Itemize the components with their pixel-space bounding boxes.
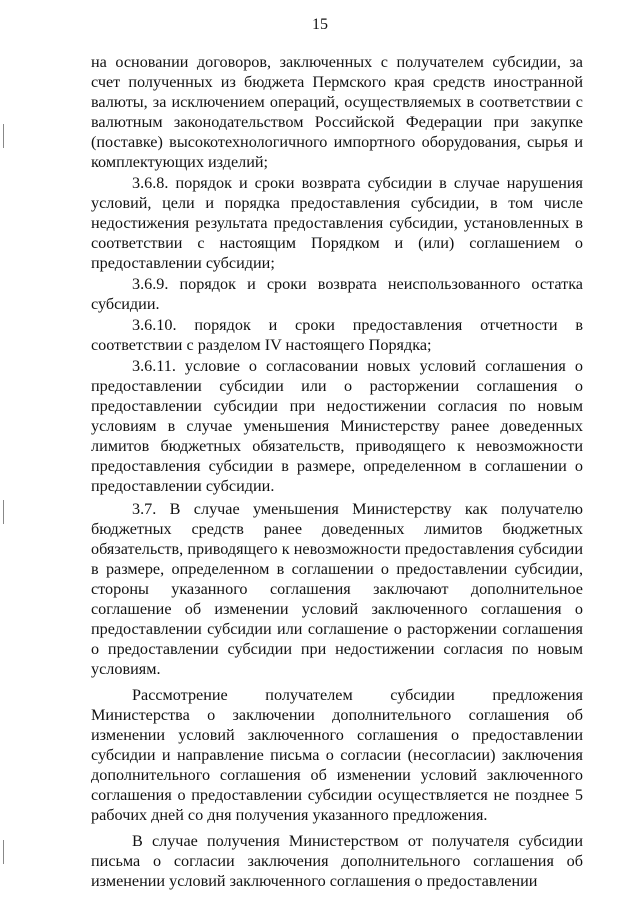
paragraph-3-6-11: 3.6.11. условие о согласовании новых условий соглашения о предоставлении субсидии или о расторжении соглашения о предоставлении субсидии при недостижении согласия по новым условиям в случае уменьшения Министерству ранее доведенных лимитов бюджетных обязательств, приводящего к невозможности предоставления субсидии в размере, определенном в соглашении о предоставлении субсидии. [91,357,583,495]
paragraph-3-6-8: 3.6.8. порядок и сроки возврата субсидии в случае нарушения условий, цели и порядка предоставления субсидии, в том числе недостижения результата предоставления субсидии, установленных в соответствии с настоящим Порядком и (или) соглашением о предоставлении субсидии; [91,174,583,272]
paragraph-continuation: на основании договоров, заключенных с получателем субсидии, за счет полученных из бюджета Пермского края средств иностранной валюты, за исключением операций, осуществляемых в соответствии с валютным законодательством Российской Федерации при закупке (поставке) высокотехнологичного импортного оборудования, сырья и комплектующих изделий; [91,53,583,171]
scan-edge-mark [3,500,4,524]
page-number: 15 [312,16,328,33]
paragraph-3-6-10: 3.6.10. порядок и сроки предоставления отчетности в соответствии с разделом IV настоящего Порядка; [91,316,583,354]
paragraph-3-6-9: 3.6.9. порядок и сроки возврата неиспользованного остатка субсидии. [91,275,583,313]
scan-edge-mark [3,124,4,148]
scan-edge-mark [3,840,4,864]
paragraph-review: Рассмотрение получателем субсидии предложения Министерства о заключении дополнительного соглашения об изменении условий заключенного соглашения о предоставлении субсидии и направление письма о согласии (несогласии) заключения дополнительного соглашения об изменении условий заключенного соглашения о предоставлении субсидии осуществляется не позднее 5 рабочих дней со дня получения указанного предложения. [91,686,583,824]
document-body [91,52,583,891]
paragraph-agreement: В случае получения Министерством от получателя субсидии письма о согласии заключения дополнительного соглашения об изменении условий заключенного соглашения о предоставлении [91,832,583,890]
paragraph-3-7: 3.7. В случае уменьшения Министерству как получателю бюджетных средств ранее доведенных лимитов бюджетных обязательств, приводящего к невозможности предоставления субсидии в размере, определенном в соглашении о предоставлении субсидии, стороны указанного соглашения заключают дополнительное соглашение об изменении условий заключенного соглашения о предоставлении субсидии или соглашение о расторжении соглашения о предоставлении субсидии при недостижении согласия по новым условиям. [91,500,583,678]
